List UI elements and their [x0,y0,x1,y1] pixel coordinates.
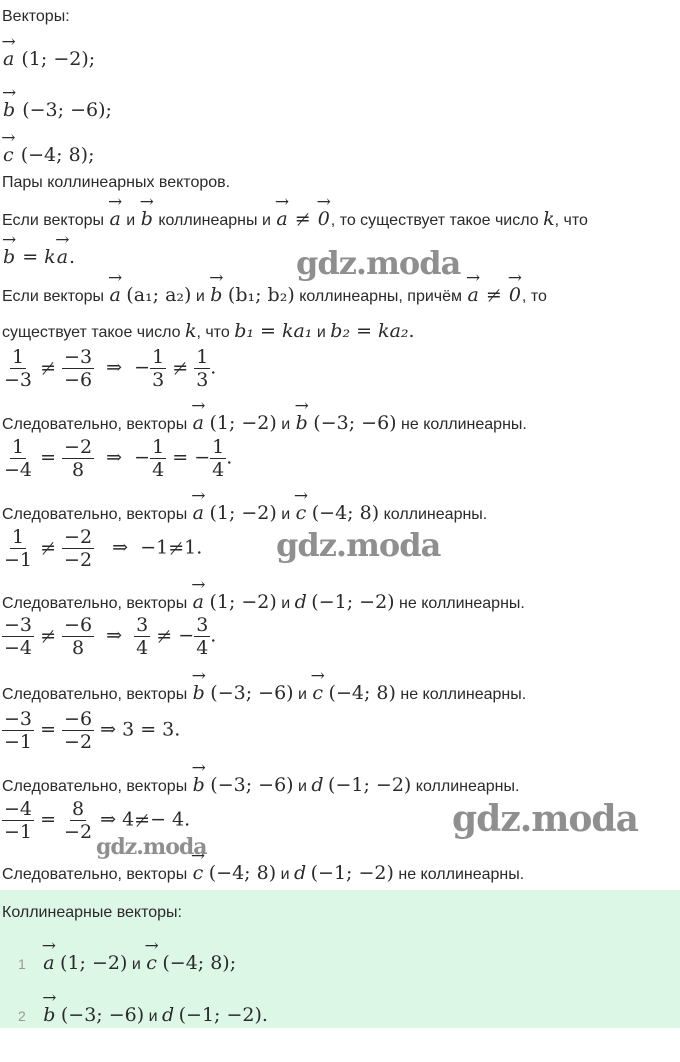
vector-b-def [2,99,112,121]
check3-v1: → a [192,591,205,613]
rule1-eq-a: → a [56,246,69,268]
rule2-line2-text: существует такое число [2,324,181,341]
check2-minus2: − [194,446,211,469]
check2-f2-den: 8 [71,459,85,481]
watermark-logo: gdz.moda [276,526,441,564]
rule1-text: Если векторы [2,212,105,229]
check2-end: . [226,446,233,469]
check2-v1: → a [192,502,205,524]
check6-neq-sign: = [134,808,151,831]
check3-neq-sign: = [40,536,56,559]
rule2-text: Если векторы [2,288,105,305]
rule1-text4: , что [554,212,588,229]
check2-f2-num: −2 [64,436,93,458]
check1-and: и [281,416,291,433]
rule1-text2: коллинеарны и [158,212,271,229]
answer-item-1 [18,952,236,974]
check5-f1-num: −3 [4,708,33,730]
check5-v2-coords: (−1; −2) [328,774,412,796]
check1-v2-coords: (−3; −6) [313,412,397,434]
check4-neq-sign: = [40,624,56,647]
answer-item-2-v1-coords: (−3; −6) [60,1004,145,1026]
check3-equation [2,526,202,571]
rule1-k: k [543,208,555,230]
check3-v2-coords: (−1; −2) [311,591,395,613]
rule2-vec-a2: → a [466,284,479,306]
answer-item-2 [18,1004,268,1026]
check2-f1-den: −4 [4,459,33,481]
check2-f4-num: 1 [212,436,225,458]
check4-verdict: не коллинеарны. [400,686,527,703]
rule2-eq2: b₂ = ka₂ [330,320,409,342]
check4-v2-coords: (−4; 8) [328,682,396,704]
check3-v1-coords: (1; −2) [209,591,277,613]
answer-item-2-v2-coords: (−1; −2). [178,1004,268,1026]
check4-minus: − [178,624,195,647]
answer-item-1-v2: → c [145,952,158,974]
rule1-vec-a: → a [109,208,122,230]
check2-f4-den: 4 [212,459,225,481]
check6-v1-coords: (−4; 8) [208,862,277,884]
check4-conclusion [2,682,526,704]
check2-and: и [281,506,291,523]
check5-v1-coords: (−3; −6) [210,774,294,796]
check2-equation [2,436,232,481]
check1-conclusion-text: Следовательно, векторы [2,416,188,433]
check5-equation [2,708,180,753]
check4-f3-num: 3 [136,614,149,636]
answer-item-1-and: и [131,956,141,973]
check1-v2: → b [295,412,309,434]
check6-and: и [280,866,290,883]
check1-f2-den: −6 [64,369,93,391]
check1-verdict: не коллинеарны. [401,416,527,433]
check2-f1-num: 1 [11,436,25,458]
check1-v1: → a [192,412,205,434]
check3-v2: d [294,591,307,613]
check3-rhs: 1. [184,536,203,559]
vector-c-def [2,144,94,166]
rule1-and: и [126,212,136,229]
rule2-a-coords: (a₁; a₂) [126,284,192,306]
rule2-and2: и [316,324,326,341]
check1-f1-num: 1 [11,346,25,368]
watermark-logo: gdz.moda [96,834,207,860]
rule1-text3: , то существует такое число [330,212,539,229]
answer-heading: Коллинеарные векторы: [2,904,182,921]
watermark-logo: gdz.moda [296,244,461,282]
check1-neq-sign: = [40,356,56,379]
check5-conclusion-text: Следовательно, векторы [2,778,188,795]
check4-f1-num: −3 [4,614,33,636]
rule2-eq1: b₁ = ka₁ [234,320,313,342]
answer-item-1-number: 1 [18,956,26,972]
check6-f1-den: −1 [4,821,33,843]
vector-a-def [2,48,95,70]
check4-f4-num: 3 [196,614,209,636]
check6-rhs: − 4. [150,808,191,831]
check4-and: и [298,686,307,703]
check4-neq-sign2: = [156,624,173,647]
check3-f1-num: 1 [11,526,25,548]
check2-minus: − [134,446,151,469]
check1-end: . [210,356,217,379]
check4-conclusion-text: Следовательно, векторы [2,686,188,703]
check4-f3-den: 4 [136,637,149,659]
rule2-line1: Если векторы → a (a₁; a₂) и → b (b₁; b₂) коллинеарны, причём → a = → 0, то [2,284,547,306]
check1-neq-sign2: = [172,356,189,379]
check5-tail: 3 = 3. [122,718,181,741]
answer-item-1-v1: → a [42,952,55,974]
answer-item-2-and: и [148,1008,158,1025]
rule1-equation [2,246,75,268]
check1-f4-den: 3 [196,369,209,391]
check6-v2: d [293,862,307,884]
check3-lhs: −1 [140,536,169,559]
check4-end: . [210,624,217,647]
check6-f2-den: −2 [64,821,93,843]
check4-v1-coords: (−3; −6) [210,682,294,704]
rule2-vec-a: → a [109,284,122,306]
check6-conclusion [2,862,524,884]
check5-f1-den: −1 [4,731,33,753]
check3-verdict: не коллинеарны. [399,595,525,612]
rule1-vec-a2: → a [275,208,288,230]
check3-f2-num: −2 [64,526,93,548]
check6-implies: ⇒ [100,808,117,831]
check5-eq-sign: = [40,718,56,741]
check2-f3-num: 1 [152,436,165,458]
answer-box [0,890,680,1028]
rule2-text2: коллинеарны, причём [299,288,463,305]
rule1-vec-b: → b [140,208,154,230]
check5-conclusion [2,774,519,796]
check4-v2: → c [311,682,324,704]
check6-verdict: не коллинеарны. [398,866,525,883]
vector-a-coords: (1; −2); [21,48,96,70]
check6-conclusion-text: Следовательно, векторы [2,866,188,883]
check2-conclusion [2,502,487,524]
answer-item-2-number: 2 [18,1008,26,1024]
check3-and: и [281,595,291,612]
check2-eq-sign2: = [172,446,189,469]
rule2-line2 [2,320,415,342]
check1-f3-num: 1 [152,346,165,368]
check2-conclusion-text: Следовательно, векторы [2,506,188,523]
check5-v1: → b [192,774,206,796]
check1-conclusion [2,412,527,434]
rule2-zero-vec: → 0 [508,284,522,306]
vector-c-symbol: → c [2,144,15,166]
check5-f2-den: −2 [64,731,93,753]
rule2-line2-text2: , что [196,324,230,341]
intro-label: Векторы: [2,8,70,25]
check3-implies: ⇒ [112,536,129,559]
rule2-k: k [184,320,197,342]
check3-conclusion-text: Следовательно, векторы [2,595,188,612]
rule1-eq-rhs: = k [22,246,56,268]
check6-lhs: 4 [122,808,135,831]
check2-f3-den: 4 [152,459,165,481]
check2-v2-coords: (−4; 8) [311,502,380,524]
vector-a-symbol: → a [2,48,15,70]
check2-eq-sign: = [40,446,56,469]
check6-f2-num: 8 [71,798,85,820]
pairs-heading: Пары коллинеарных векторов. [2,174,231,191]
check6-eq-sign: = [40,808,56,831]
check3-conclusion [2,591,525,613]
rule1-eq-end: . [69,246,76,268]
check3-f1-den: −1 [4,549,33,571]
vector-b-symbol: → b [2,99,16,121]
check4-v1: → b [192,682,206,704]
check5-f2-num: −6 [64,708,93,730]
rule2-text3: , то [521,288,547,305]
check5-implies: ⇒ [100,718,117,741]
rule1-zero-vec: → 0 [317,208,331,230]
check6-v2-coords: (−1; −2) [310,862,394,884]
check2-verdict: коллинеарны. [383,506,488,523]
rule2-and: и [195,288,205,305]
rule2-end: . [408,320,415,342]
vector-c-coords: (−4; 8); [20,144,95,166]
answer-item-2-v2: d [162,1004,175,1026]
answer-item-1-v1-coords: (1; −2) [60,952,128,974]
check6-v1: → c [192,862,205,884]
check4-f2-den: 8 [71,637,85,659]
check1-f2-num: −3 [64,346,93,368]
check4-f4-den: 4 [196,637,209,659]
rule2-vec-b: → b [209,284,223,306]
check3-neq-sign2: = [168,536,185,559]
answer-item-1-v2-coords: (−4; 8); [162,952,237,974]
rule2-b-coords: (b₁; b₂) [227,284,295,306]
watermark-logo: gdz.moda [452,798,638,840]
check5-and: и [298,778,307,795]
check1-f1-den: −3 [4,369,33,391]
rule1-line1: Если векторы → a и → b коллинеарны и → a = → 0, то существует такое число k, что [2,208,588,230]
answer-item-2-v1: → b [42,1004,56,1026]
check3-f2-den: −2 [64,549,93,571]
rule1-eq-b: → b [2,246,16,268]
check6-f1-num: −4 [4,798,33,820]
check1-f3-den: 3 [152,369,165,391]
check1-f4-num: 1 [196,346,209,368]
check1-equation [2,346,216,391]
check4-equation [2,614,216,659]
check2-v2: → c [295,502,308,524]
check4-f2-num: −6 [64,614,93,636]
check1-implies: ⇒ [106,356,123,379]
check5-v2: d [311,774,324,796]
check2-implies: ⇒ [106,446,123,469]
check1-minus: − [134,356,151,379]
vector-b-coords: (−3; −6); [22,99,112,121]
check1-v1-coords: (1; −2) [209,412,277,434]
check4-f1-den: −4 [4,637,33,659]
check2-v1-coords: (1; −2) [209,502,277,524]
check5-verdict: коллинеарны. [415,778,520,795]
check4-implies: ⇒ [106,624,123,647]
